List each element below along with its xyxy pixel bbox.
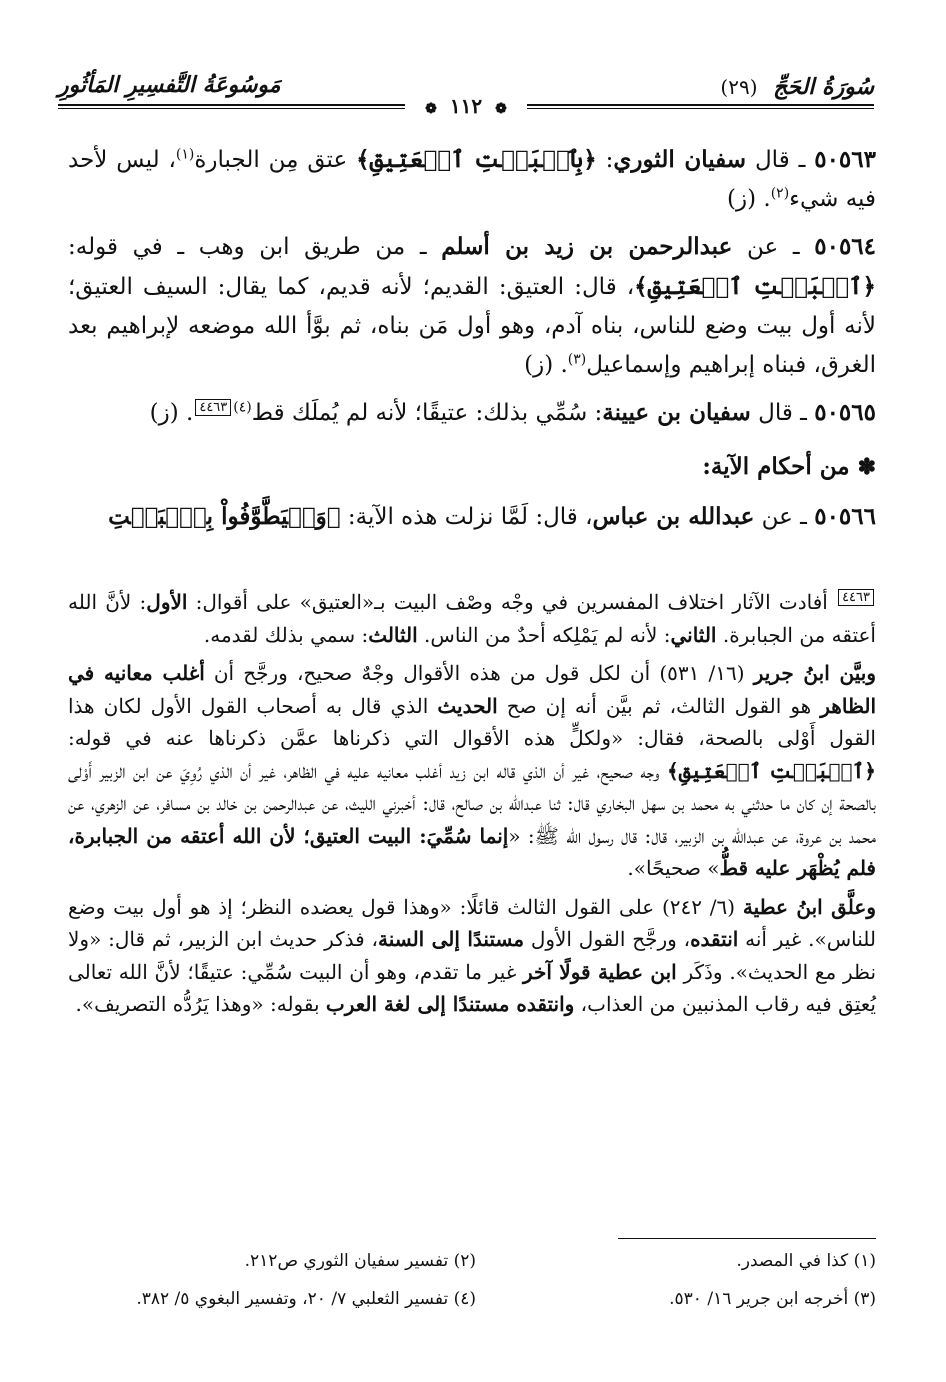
footnote-2: (٢) تفسير سفيان الثوري ص٢١٢.	[244, 1251, 476, 1271]
quran-quote: ﴿وَلۡيَطَّوَّفُواْ بِٱلۡبَيۡتِ	[108, 503, 341, 530]
section-heading: ✽من أحكام الآية:	[702, 453, 876, 480]
commentary-para: ٤٤٦٣ أفادت الآثار اختلاف المفسرين في وجْه وصْف البيت بـ«العتيق» على أقوال: الأول: لأنَّ الله أعتقه من الجبابرة. الثاني: لأنه لم يَمْلِكه أحدٌ من الناس. الثالث: سمي بذلك لقدمه.	[68, 590, 876, 647]
footnote-ref: (١)	[175, 146, 195, 163]
narration-50564: ٥٠٥٦٤ ـ عن عبدالرحمن بن زيد بن أسلم ـ من طريق ابن وهب ـ في قوله: ﴿ٱلۡبَيۡتِ ٱلۡعَتِيقِ﴾، قال: العتيق: القديم؛ لأنه قديم، كما يقال: السيف العتيق؛ لأنه أول بيت وضع للناس، بناه آدم، وهو أول مَن بناه، ثم بوَّأ الله موضعه لإبراهيم بعد الغرق، فبناه إبراهيم وإسماعيل$^{(٣)}$. (ز)	[68, 233, 877, 378]
commentary	[68, 586, 876, 1027]
commentary-para: وبيَّن ابنُ جرير (١٦/ ٥٣١) أن لكل قول من هذه الأقوال وجْهٌ صحيح، ورجَّح أن أغلب معانيه في الظاهر هو القول الثالث، ثم بيَّن أنه إن صح الحديث الذي قال به أصحاب القول الأول لكان هذا القول أَوْلى بالصحة، فقال: «ولكلٍّ هذه الأقوال التي ذكرناها عمَّن ذكرناها عنه في قوله: ﴿ٱلۡبَيۡتِ ٱلۡعَتِيقِ﴾ وجه صحيح، غير أن الذي قاله ابن زيد أغلب معانيه عليه في الظاهر، غير أن الذي رُوِيَ عن ابن الزبير أَوْلى بالصحة إن كان ما حدثني به محمد بن سهل البخاري قال: ثنا عبدالله بن صالح، قال: أخبرني الليث، عن عبدالرحمن بن خالد بن مسافر، عن الزهري، عن محمد بن عروة، عن عبدالله بن الزبير، قال: قال رسول الله ﷺ: «إنما سُمِّيَ: البيت العتيق؛ لأن الله أعتقه من الجبابرة، فلم يُظْهَر عليه قطُّ» صحيحًا».	[68, 661, 876, 880]
quran-quote: ﴿ٱلۡبَيۡتِ ٱلۡعَتِيقِ﴾	[634, 273, 876, 300]
narration-50565: ٥٠٥٦٥ ـ قال سفيان بن عيينة: سُمِّي بذلك: عتيقًا؛ لأنه لم يُملَك قط$^{(٤)}$٤٤٦٣. (ز)	[149, 399, 876, 426]
narration-50566: ٥٠٥٦٦ ـ عن عبدالله بن عباس، قال: لَمَّا نزلت هذه الآية: ﴿وَلۡيَطَّوَّفُواْ بِٱلۡبَيۡتِ	[108, 503, 876, 530]
narration-50563: ٥٠٥٦٣ ـ قال سفيان الثوري: ﴿بِٱلۡبَيۡتِ ٱلۡعَتِيقِ﴾ عتق مِن الجبارة$^{(١)}$، ليس لأحد فيه شيء$^{(٢)}$. (ز)	[68, 146, 876, 212]
narrator: سفيان الثوري	[613, 146, 747, 173]
narration-number: ٥٠٥٦٦	[814, 503, 876, 530]
footnote-ref: (٣)	[567, 351, 587, 368]
narrator: عبدالله بن عباس	[592, 503, 755, 530]
main-text	[68, 140, 876, 545]
sura-title: سُورَةُ الحَجِّ	[773, 74, 874, 100]
narration-number: ٥٠٥٦٣	[814, 146, 876, 173]
commentary-ref-box: ٤٤٦٣	[195, 399, 231, 416]
page-number: ١١٢	[449, 94, 483, 118]
sura-number: (٢٩)	[720, 75, 758, 99]
quran-quote: ﴿بِٱلۡبَيۡتِ ٱلۡعَتِيقِ﴾	[356, 146, 597, 173]
footnote-ref: (٢)	[770, 185, 790, 202]
commentary-number-box: ٤٤٦٣	[838, 589, 874, 606]
narration-number: ٥٠٥٦٤	[814, 233, 877, 260]
footnote-3: (٣) أخرجه ابن جرير ١٦/ ٥٣٠.	[669, 1289, 876, 1309]
footnote-1: (١) كذا في المصدر.	[736, 1251, 876, 1271]
book-title: مَوسُوعَةُ التَّفسِيرِ المَأثُورِ	[58, 72, 281, 98]
page-header	[58, 68, 874, 118]
footnote-ref: (٤)	[233, 399, 252, 416]
narration-number: ٥٠٥٦٥	[814, 399, 876, 426]
narrator: عبدالرحمن بن زيد بن أسلم	[441, 233, 733, 260]
commentary-para: وعلَّق ابنُ عطية (٦/ ٢٤٢) على القول الثالث قائلًا: «وهذا قول يعضده النظر؛ إذ هو أول بيت وضع للناس». غير أنه انتقده، ورجَّح القول الأول مستندًا إلى السنة، فذكر حديث ابن الزبير، ثم قال: «ولا نظر مع الحديث». وذَكَر ابن عطية قولًا آخر غير ما تقدم، وهو أن البيت سُمِّي: عتيقًا؛ لأنَّ الله تعالى يُعتِق فيه رقاب المذنبين من العذاب، وانتقده مستندًا إلى لغة العرب بقوله: «وهذا يَرُدُّه التصريف».	[68, 894, 877, 1016]
footnote-4: (٤) تفسير الثعلبي ٧/ ٢٠، وتفسير البغوي ٥/ ٣٨٢.	[136, 1289, 476, 1309]
ornament-icon: ❁	[495, 101, 507, 117]
flower-icon: ✽	[857, 454, 876, 480]
ornament-icon: ❁	[425, 101, 437, 117]
footnote-rule	[618, 1238, 876, 1239]
quran-quote: ﴿ٱلۡبَيۡتِ ٱلۡعَتِيقِ﴾	[666, 758, 876, 783]
page-number-box	[405, 94, 527, 118]
hadith-text: إنما سُمِّيَ: البيت العتيق؛ لأن الله أعتقه من الجبابرة، فلم يُظْهَر عليه قطُّ	[68, 823, 876, 880]
narrator: سفيان بن عيينة	[602, 399, 751, 426]
